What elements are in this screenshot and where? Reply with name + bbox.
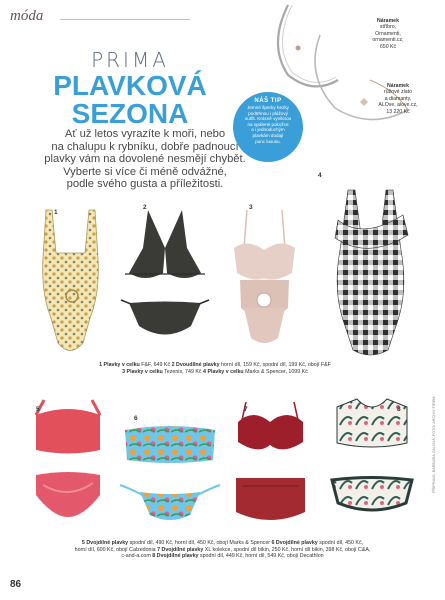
section-rule [60,19,190,20]
tip-title: NÁŠ TIP [254,98,282,104]
swimsuit-1-image [28,208,113,363]
caption-text: Tezenis, 749 Kč [162,368,204,375]
tip-line: a i jednoduchým [251,127,285,133]
photo-credit: PŘÍPRAVA: BARBARA ZÁLOVÁ, FOTO: ARCHIV FIREM [432,396,436,493]
caption-line [50,369,380,376]
caption-bottom [30,540,415,560]
item-number-8: 8 [397,406,401,413]
jewel-label-line: Ornamenti, [375,30,401,37]
caption-bold: 7 Dvojdílné plavky [157,546,204,553]
item-number-1: 1 [54,209,58,216]
tip-line: Jemné šperky hezky [247,105,289,110]
jewel-label-name: Náramek [377,18,399,24]
caption-text: spodní díl, 449 Kč, horní díl, 549 Kč, obojí Decathlon [198,553,324,560]
caption-bold: 2 Dvoudílné plavky [171,362,220,368]
caption-bold: 6 Dvojdílné plavky [271,540,318,546]
jewel-label-line: stříbro, [379,24,397,31]
jewel-label-line: a diamanty, [384,95,412,102]
tip-text [233,104,303,144]
tip-line: na opálené pokožce [247,121,289,127]
tip-line: punc luxusu. [255,138,281,144]
item-number-7: 7 [244,406,248,413]
intro-line: podle svého gusta a příležitosti. [66,178,224,191]
section-label: móda [10,8,44,24]
caption-text: horní díl, 159 Kč, spodní díl, 199 Kč, obojí F&F [219,362,331,368]
caption-bold: 8 Dvojdílné plavky [152,553,199,560]
jewel-label-1 [358,18,418,50]
item-number-2: 2 [143,204,147,211]
headline-line2: SEZONA [71,98,189,129]
jewel-label-name: Náramek [387,83,409,89]
intro-line: Ať už letos vyrazíte k moři, nebo [64,128,226,140]
caption-line [50,362,380,369]
caption-bold: 4 Plavky v celku [203,368,244,375]
bikini-7-image [228,400,313,530]
tip-line: outfit. Krásně vyniknou [244,116,292,122]
bikini-6-image [115,420,225,530]
caption-bold: 5 Dvojdílné plavky [81,540,129,546]
tip-line: podtrhnou i plážový [248,110,288,116]
caption-bold: 3 Plavky v celku [122,368,163,375]
jewel-label-line: růžové zlato [384,89,412,96]
swimsuit-4-image [313,180,428,365]
bikini-2-image [115,208,215,358]
intro-line: Vyberte si více či méně odvážné, [63,165,227,178]
item-number-3: 3 [249,204,253,211]
caption-line [30,540,415,547]
intro-line: plavky vám na dovolené nesmějí chybět. [44,153,246,166]
caption-line [30,553,415,560]
bikini-8-image [322,395,422,530]
tip-line: plavkám dodají [252,132,284,138]
caption-text: spodní díl, 450 Kč, [317,540,364,546]
jewel-label-line: ornamenti.cz, [372,37,404,44]
headline-line1: PLAVKOVÁ [53,70,207,101]
bikini-5-image [28,395,108,525]
jewel-label-2 [368,83,428,115]
headline-main [35,72,225,128]
jewel-label-line: 650 Kč [379,43,397,50]
jewel-label-line: ALOve, alove.cz, [378,102,418,109]
caption-top [50,362,380,375]
caption-text: spodní díl, 490 Kč, horní díl, 450 Kč, obojí Marks & Spencer [128,540,272,546]
item-number-5: 5 [36,406,40,413]
jewel-label-line: 13 220 Kč [386,108,410,115]
item-number-4: 4 [318,172,322,179]
tip-bubble [233,92,303,162]
headline-pre: PRIMA [91,48,169,72]
caption-text: XL kolekce, spodní díl bikin, 250 Kč, horní díl bikin, 398 Kč, obojí C&A, [203,546,371,553]
intro-text [40,128,250,191]
caption-text: horní díl, 600 Kč, obojí Calzedonia [74,546,158,553]
page-number: 86 [10,579,22,590]
caption-text: F&F, 649 Kč [139,362,172,368]
swimsuit-3-image [222,208,307,358]
caption-text: Marks & Spencer, 1099 Kč [243,368,308,375]
caption-text: c-and-a.com [121,553,153,560]
intro-line: na chalupu k rybníku, dobře padnoucí [51,140,239,153]
caption-bold: 1 Plavky v celku [99,362,140,368]
item-number-6: 6 [134,415,138,422]
caption-line [30,547,415,554]
